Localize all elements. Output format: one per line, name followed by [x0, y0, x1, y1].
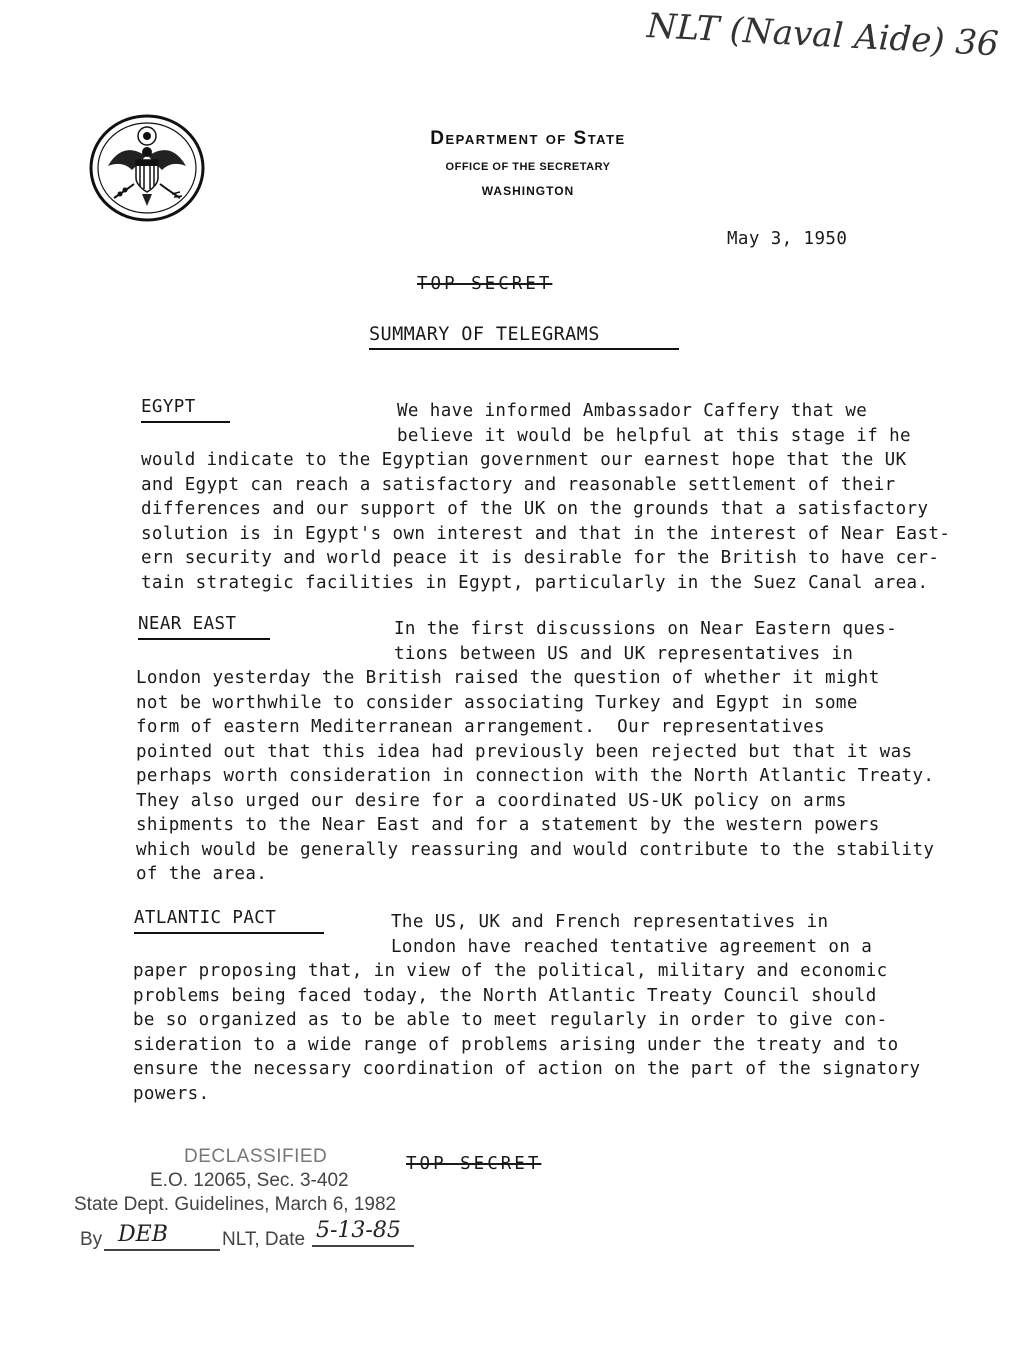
- paragraph-line: pointed out that this idea had previously been rejected but that it was: [136, 741, 913, 762]
- paragraph-line: London yesterday the British raised the question of whether it might: [136, 668, 880, 688]
- document-title: SUMMARY OF TELEGRAMS: [369, 324, 600, 345]
- section-atlantic-pact-heading: ATLANTIC PACT: [134, 908, 277, 928]
- handwritten-annotation: NLT (Naval Aide) 36: [645, 6, 1000, 65]
- paragraph-line: which would be generally reassuring and would contribute to the stability: [136, 839, 935, 860]
- paragraph-line: paper proposing that, in view of the political, military and economic: [133, 961, 888, 981]
- paragraph-line: ensure the necessary coordination of action on the part of the signatory: [133, 1059, 921, 1079]
- paragraph-line: form of eastern Mediterranean arrangement. Our representatives: [136, 717, 825, 737]
- paragraph-line: sideration to a wide range of problems arising under the treaty and to: [133, 1034, 899, 1055]
- paragraph-line: solution is in Egypt's own interest and that in the interest of Near East-: [141, 523, 951, 544]
- city-name: WASHINGTON: [481, 184, 575, 198]
- paragraph-line: believe it would be helpful at this stage if he: [397, 425, 911, 446]
- paragraph-line: powers.: [133, 1083, 210, 1104]
- paragraph-line: would indicate to the Egyptian government our earnest hope that the UK: [141, 450, 907, 470]
- letterhead: [378, 128, 678, 198]
- paragraph-line: ern security and world peace it is desirable for the British to have cer-: [141, 548, 940, 568]
- declassified-by-initials: DEB: [118, 1222, 168, 1247]
- declassified-agency-label: NLT, Date: [222, 1229, 306, 1250]
- declassified-date-line: [312, 1245, 414, 1247]
- declassified-order: E.O. 12065, Sec. 3-402: [150, 1170, 349, 1191]
- paragraph-line: shipments to the Near East and for a statement by the western powers: [136, 815, 880, 835]
- section-near-east-heading: NEAR EAST: [138, 614, 237, 634]
- paragraph-line: and Egypt can reach a satisfactory and reasonable settlement of their: [141, 474, 896, 495]
- paragraph-line: be so organized as to be able to meet regularly in order to give con-: [133, 1010, 888, 1030]
- paragraph-line: We have informed Ambassador Caffery that we: [397, 401, 868, 421]
- section-near-east-body: [136, 617, 934, 887]
- title-underline: [369, 348, 679, 350]
- office-name: OFFICE OF THE SECRETARY: [445, 161, 611, 173]
- section-egypt-body: [141, 399, 950, 595]
- department-seal: [88, 114, 206, 222]
- document-date: May 3, 1950: [727, 229, 848, 249]
- paragraph-line: not be worthwhile to consider associating Turkey and Egypt in some: [136, 692, 858, 713]
- declassified-guidelines: State Dept. Guidelines, March 6, 1982: [74, 1194, 397, 1215]
- paragraph-line: They also urged our desire for a coordinated US-UK policy on arms: [136, 790, 847, 811]
- section-egypt-heading: EGYPT: [141, 397, 196, 417]
- declassified-label: DECLASSIFIED: [184, 1146, 328, 1167]
- classification-top: TOP SECRET: [417, 274, 553, 294]
- paragraph-line: differences and our support of the UK on the grounds that a satisfactory: [141, 499, 929, 519]
- paragraph-line: tain strategic facilities in Egypt, particularly in the Suez Canal area.: [141, 572, 929, 593]
- paragraph-line: of the area.: [136, 864, 268, 884]
- declassified-by-line: [104, 1249, 220, 1251]
- paragraph-line: tions between US and UK representatives in: [394, 643, 854, 664]
- paragraph-line: London have reached tentative agreement on a: [391, 936, 873, 957]
- declassified-by-label: By: [80, 1229, 103, 1250]
- paragraph-line: The US, UK and French representatives in: [391, 912, 829, 932]
- section-atlantic-pact-body: [133, 910, 920, 1106]
- department-name: Department of State: [430, 128, 626, 149]
- classification-bottom: TOP SECRET: [406, 1154, 542, 1174]
- paragraph-line: In the first discussions on Near Eastern ques-: [394, 619, 898, 639]
- paragraph-line: problems being faced today, the North Atlantic Treaty Council should: [133, 985, 877, 1006]
- paragraph-line: perhaps worth consideration in connection with the North Atlantic Treaty.: [136, 766, 935, 786]
- declassified-date: 5-13-85: [316, 1218, 401, 1243]
